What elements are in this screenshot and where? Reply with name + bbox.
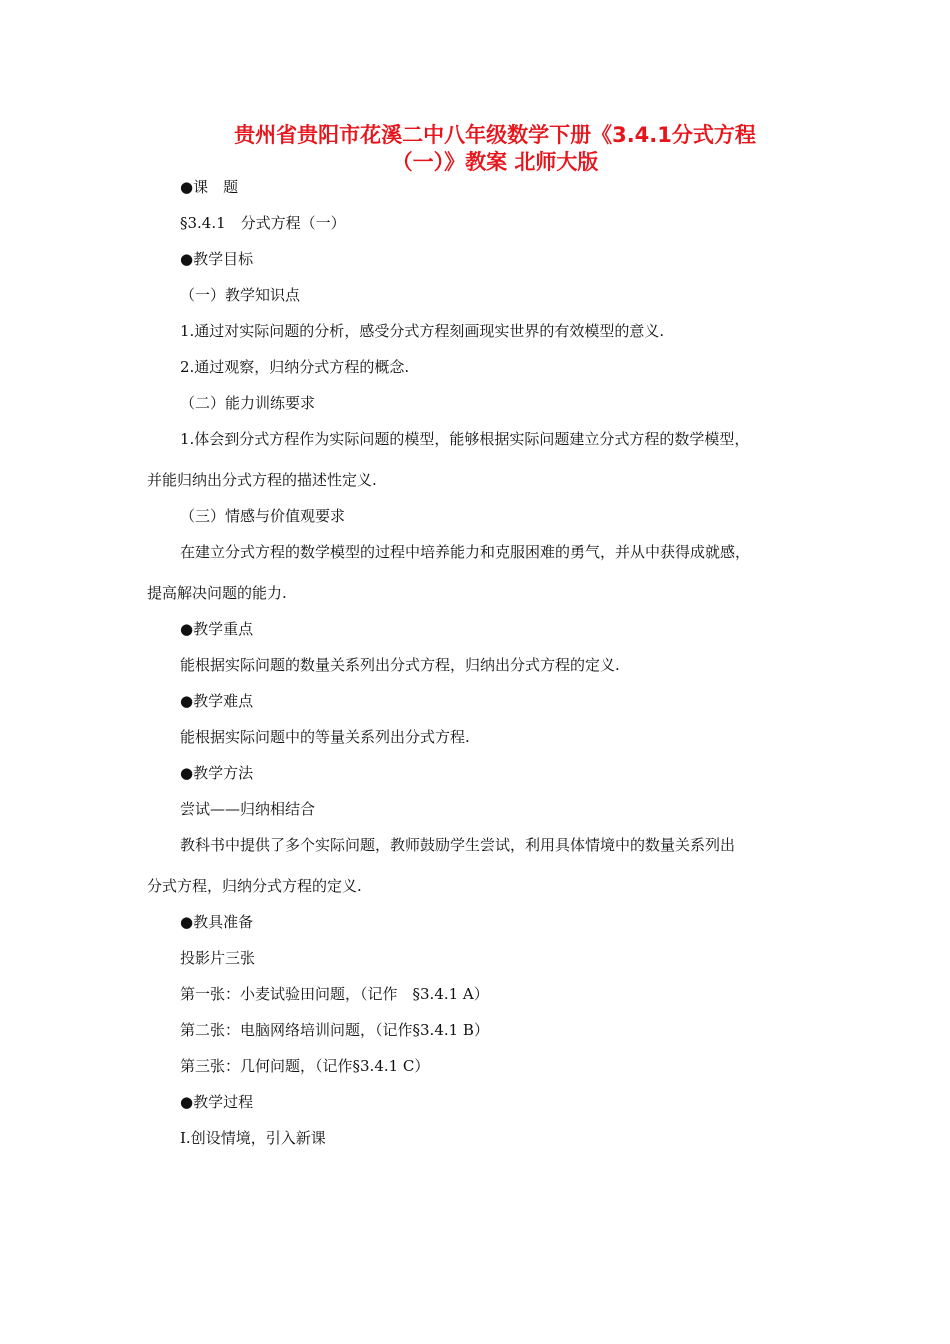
heading-teaching-method: ●教学方法 [180,764,254,782]
paragraph-method-b: 分式方程，归纳分式方程的定义. [147,877,362,895]
paragraph-method-a: 教科书中提供了多个实际问题，教师鼓励学生尝试，利用具体情境中的数量关系列出 [180,836,736,854]
subheading-knowledge-points: （一）教学知识点 [180,286,301,304]
heading-lesson-topic: ●课 题 [180,178,239,196]
paragraph-slide-1: 第一张：小麦试验田问题，（记作 §3.4.1 A） [180,985,489,1003]
paragraph-topic-name: §3.4.1 分式方程（一） [180,214,346,232]
heading-difficulties: ●教学难点 [180,692,254,710]
subheading-emotion-values: （三）情感与价值观要求 [180,507,346,525]
heading-teaching-goals: ●教学目标 [180,250,254,268]
heading-teaching-aids: ●教具准备 [180,913,254,931]
paragraph-method-name: 尝试——归纳相结合 [180,800,316,818]
paragraph-key-points: 能根据实际问题的数量关系列出分式方程，归纳出分式方程的定义. [180,656,620,674]
subheading-ability-requirements: （二）能力训练要求 [180,394,316,412]
paragraph-emotion-a: 在建立分式方程的数学模型的过程中培养能力和克服困难的勇气，并从中获得成就感， [180,543,751,561]
paragraph-slide-3: 第三张：几何问题，（记作§3.4.1 C） [180,1057,430,1075]
paragraph-process-step-1: Ⅰ.创设情境，引入新课 [180,1129,326,1147]
paragraph-emotion-b: 提高解决问题的能力. [147,584,287,602]
paragraph-ability-1a: 1.体会到分式方程作为实际问题的模型，能够根据实际问题建立分式方程的数学模型， [180,430,750,448]
paragraph-knowledge-2: 2.通过观察，归纳分式方程的概念. [180,358,410,376]
paragraph-slide-2: 第二张：电脑网络培训问题，（记作§3.4.1 B） [180,1021,489,1039]
paragraph-ability-1b: 并能归纳出分式方程的描述性定义. [147,471,377,489]
heading-key-points: ●教学重点 [180,620,254,638]
document-title-line-1: 贵州省贵阳市花溪二中八年级数学下册《3.4.1分式方程 [234,123,756,147]
paragraph-aids: 投影片三张 [180,949,256,967]
paragraph-difficulties: 能根据实际问题中的等量关系列出分式方程. [180,728,470,746]
heading-teaching-process: ●教学过程 [180,1093,254,1111]
document-title-line-2: （一）》教案 北师大版 [391,150,599,174]
paragraph-knowledge-1: 1.通过对实际问题的分析，感受分式方程刻画现实世界的有效模型的意义. [180,322,665,340]
